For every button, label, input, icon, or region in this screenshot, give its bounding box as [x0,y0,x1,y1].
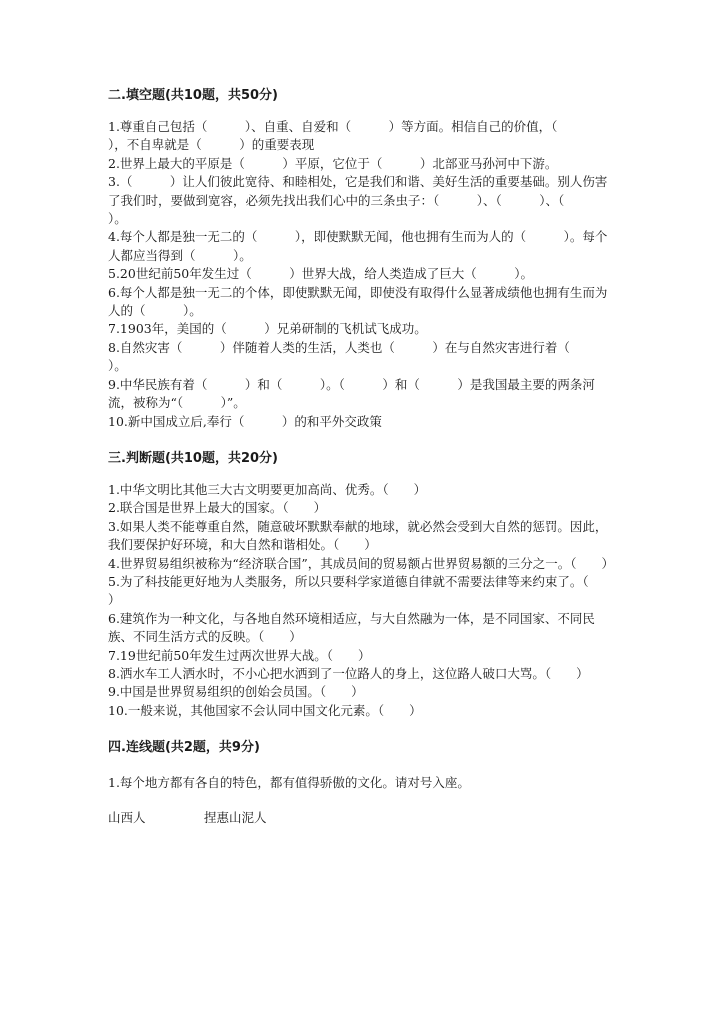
question-item: 4.每个人都是独一无二的（ ），即使默默无闻，他也拥有生而为人的（ ）。每个人都应当得到（ ）。 [108,229,608,263]
fill-blank-questions [108,118,608,431]
question-item: 3.如果人类不能尊重自然，随意破坏默默奉献的地球，就必然会受到大自然的惩罚。因此，我们要保护好环境，和大自然和谐相处。（ ） [108,518,608,553]
matching-row [108,809,608,827]
question-item: 8.自然灾害（ ）伴随着人类的生活，人类也（ ）在与自然灾害进行着（ ）。 [108,339,608,374]
question-item: 1.每个地方都有各自的特色，都有值得骄傲的文化。请对号入座。 [108,775,470,791]
question-item: 6.每个人都是独一无二的个体，即使默默无闻，即使没有取得什么显著成绩他也拥有生而为人的（ ）。 [108,284,608,319]
question-item: 1.尊重自己包括（ ）、自重、自爱和（ ）等方面。相信自己的价值，（ ），不自卑就是（ ）的重要表现 [108,119,595,153]
question-item: 10.一般来说，其他国家不会认同中国文化元素。（ ） [108,702,422,718]
match-left-item: 山西人 [108,809,146,825]
section-title-true-false: 三.判断题(共10题，共20分) [108,450,279,466]
question-item: 5.为了科技能更好地为人类服务，所以只要科学家道德自律就不需要法律等来约束了。（ ） [108,573,614,608]
true-false-questions [108,481,614,720]
question-item: 7.1903年，美国的（ ）兄弟研制的飞机试飞成功。 [108,321,427,337]
question-item: 9.中华民族有着（ ）和（ ）。（ ）和（ ）是我国最主要的两条河流，被称为“（ ）”。 [108,376,595,411]
question-item: 2.世界上最大的平原是（ ）平原，它位于（ ）北部亚马孙河中下游。 [108,155,558,171]
match-right-item: 捏惠山泥人 [204,809,267,825]
question-item: 1.中华文明比其他三大古文明要更加高尚、优秀。（ ） [108,481,427,497]
question-item: 10.新中国成立后,奉行（ ）的和平外交政策 [108,413,382,429]
section-title-matching: 四.连线题(共2题，共9分) [108,740,260,756]
question-item: 8.洒水车工人洒水时，不小心把水洒到了一位路人的身上，这位路人破口大骂。（ ） [108,665,589,681]
section-title-fill-blank: 二.填空题(共10题，共50分) [108,88,279,103]
question-item: 2.联合国是世界上最大的国家。（ ） [108,500,327,516]
question-item: 5.20世纪前50年发生过（ ）世界大战，给人类造成了巨大（ ）。 [108,266,533,282]
question-item: 3.（ ）让人们彼此宽待、和睦相处，它是我们和谐、美好生活的重要基础。别人伤害了我们时，要做到宽容，必须先找出我们心中的三条虫子：（ ）、（ ）、（ ）。 [108,174,608,227]
exam-page [108,86,614,827]
question-item: 4.世界贸易组织被称为“经济联合国”，其成员间的贸易额占世界贸易额的三分之一。（ ） [108,555,614,571]
question-item: 9.中国是世界贸易组织的创始会员国。（ ） [108,684,364,700]
question-item: 6.建筑作为一种文化，与各地自然环境相适应，与大自然融为一体，是不同国家、不同民族、不同生活方式的反映。（ ） [108,610,595,645]
question-item: 7.19世纪前50年发生过两次世界大战。（ ） [108,647,371,663]
